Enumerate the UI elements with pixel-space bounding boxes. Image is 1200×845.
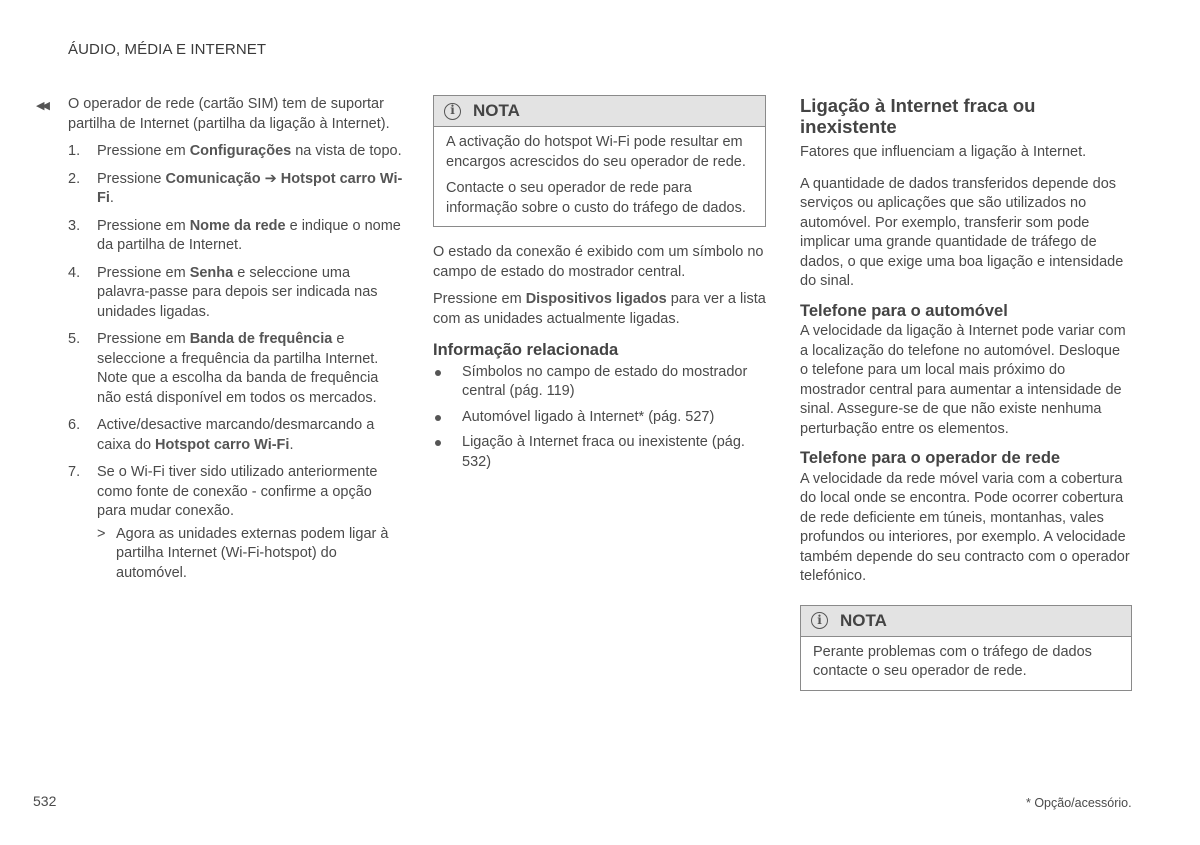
note-header: [801, 606, 1131, 637]
step-number: 7.: [68, 464, 81, 480]
step-item: [68, 330, 403, 408]
info-icon: i: [444, 103, 461, 120]
page-number: 532: [33, 793, 57, 809]
step-number: 3.: [68, 217, 81, 234]
step-text: na vista de topo.: [291, 143, 402, 159]
step-bold-term: Hotspot carro Wi-Fi: [155, 436, 290, 453]
step-text: Pressione em: [97, 264, 190, 281]
note-text: Contacte o seu operador de rede para informação sobre o custo do tráfego de dados.: [446, 180, 746, 216]
note-box: [800, 605, 1132, 691]
column-middle: [433, 95, 766, 478]
note-label: NOTA: [840, 610, 887, 630]
step-bold-term: Senha: [189, 264, 234, 281]
note-label: NOTA: [473, 101, 520, 121]
footnote: * Opção/acessório.: [1026, 796, 1132, 810]
step-bold-term: Nome da rede: [189, 217, 286, 234]
step-text: e seleccione a frequência da partilha Internet. Note que a escolha da banda de frequência não está disponível em todos os mercados.: [97, 331, 379, 406]
note-header: [434, 96, 765, 127]
phone-car-heading: Telefone para o automóvel: [800, 301, 1008, 320]
devices-paragraph: Pressione em Dispositivos ligados para ver a lista com as unidades actualmente ligadas.: [433, 291, 766, 327]
step-text: Pressione em: [97, 217, 190, 234]
related-heading: Informação relacionada: [433, 341, 619, 359]
step-text: e indique o nome da partilha de Internet.: [97, 217, 401, 253]
related-list: [433, 363, 766, 473]
step-text: e seleccione uma palavra-passe para depois ser indicada nas unidades ligadas.: [97, 264, 378, 320]
step-text: Pressione em: [97, 331, 190, 347]
column-right: [800, 95, 1132, 707]
step-number: 1.: [68, 143, 81, 159]
info-icon: i: [811, 612, 828, 629]
related-link[interactable]: Símbolos no campo de estado do mostrador central (pág. 119): [433, 363, 766, 402]
devices-term: Dispositivos ligados: [525, 291, 667, 307]
note-text: Perante problemas com o tráfego de dados contacte o seu operador de rede.: [813, 643, 1092, 679]
step-text: Active/desactive marcando/desmarcando a caixa do: [97, 417, 375, 453]
continuation-icon: ◀◀: [36, 100, 47, 112]
step-number: 2.: [68, 170, 81, 187]
step-item: [68, 142, 403, 162]
related-link[interactable]: Automóvel ligado à Internet* (pág. 527): [433, 408, 766, 428]
bullet-icon: [435, 415, 441, 421]
note-body: [434, 127, 765, 226]
step-item: [68, 170, 403, 209]
bullet-icon: [435, 440, 441, 446]
step-text: Pressione: [97, 170, 166, 187]
article-heading: Ligação à Internet fraca ou inexistente: [800, 95, 1036, 137]
step-text: Se o Wi-Fi tiver sido utilizado anteriormente como fonte de conexão - confirme a opção para mudar conexão.: [97, 464, 378, 519]
article-subtitle: Fatores que influenciam a ligação à Internet.: [800, 144, 1087, 160]
bullet-icon: [435, 370, 441, 376]
step-bold-term: Configurações: [189, 143, 292, 159]
result-marker: >: [97, 525, 106, 542]
steps-list: [68, 142, 403, 583]
step-item: [68, 217, 403, 256]
phone-operator-paragraph: A velocidade da rede móvel varia com a cobertura do local onde se encontra. Pode ocorrer cobertura de rede deficiente em túneis, montanhas, vales profundos ou interiores, por exemplo. A velocidade também depende do seu contracto com o operador telefónico.: [800, 470, 1130, 584]
step-item: [68, 264, 403, 323]
status-paragraph: O estado da conexão é exibido com um símbolo no campo de estado do mostrador central.: [433, 244, 764, 280]
result-text: Agora as unidades externas podem ligar à partilha Internet (Wi-Fi-hotspot) do automóvel.: [116, 525, 389, 581]
data-paragraph: A quantidade de dados transferidos depende dos serviços ou aplicações que são utilizados no automóvel. Por exemplo, transferir som pode implicar uma grande quantidade de tráfego de dados, o que exige uma boa ligação e intensidade do sinal.: [800, 175, 1124, 289]
section-title: ÁUDIO, MÉDIA E INTERNET: [68, 41, 267, 58]
step-bold-term: Banda de frequência: [189, 331, 333, 347]
step-number: 4.: [68, 264, 81, 281]
related-link[interactable]: Ligação à Internet fraca ou inexistente (pág. 532): [433, 433, 766, 472]
step-number: 6.: [68, 417, 81, 433]
step-item: [68, 416, 403, 455]
step-text: .: [289, 436, 294, 453]
note-body: [801, 637, 1131, 690]
intro-paragraph: O operador de rede (cartão SIM) tem de suportar partilha de Internet (partilha da ligação à Internet).: [68, 96, 390, 132]
step-text: .: [109, 190, 114, 206]
step-result: [97, 525, 403, 584]
phone-operator-heading: Telefone para o operador de rede: [800, 449, 1061, 467]
step-bold-term: Comunicação ➔ Hotspot carro Wi-Fi: [97, 170, 403, 206]
note-text: A activação do hotspot Wi-Fi pode resultar em encargos acrescidos do seu operador de rede.: [446, 134, 746, 170]
phone-car-paragraph: A velocidade da ligação à Internet pode variar com a localização do telefone no automóvel. Desloque o telefone para um local mais próximo do mostrador central para aumentar a intensidade de sinal. Assegure-se de que não existe nenhuma perturbação entre os elementos.: [800, 323, 1126, 437]
step-number: 5.: [68, 331, 81, 347]
step-item: [68, 463, 403, 583]
step-text: Pressione em: [97, 143, 190, 159]
column-left: [68, 95, 403, 591]
note-box: [433, 95, 766, 227]
